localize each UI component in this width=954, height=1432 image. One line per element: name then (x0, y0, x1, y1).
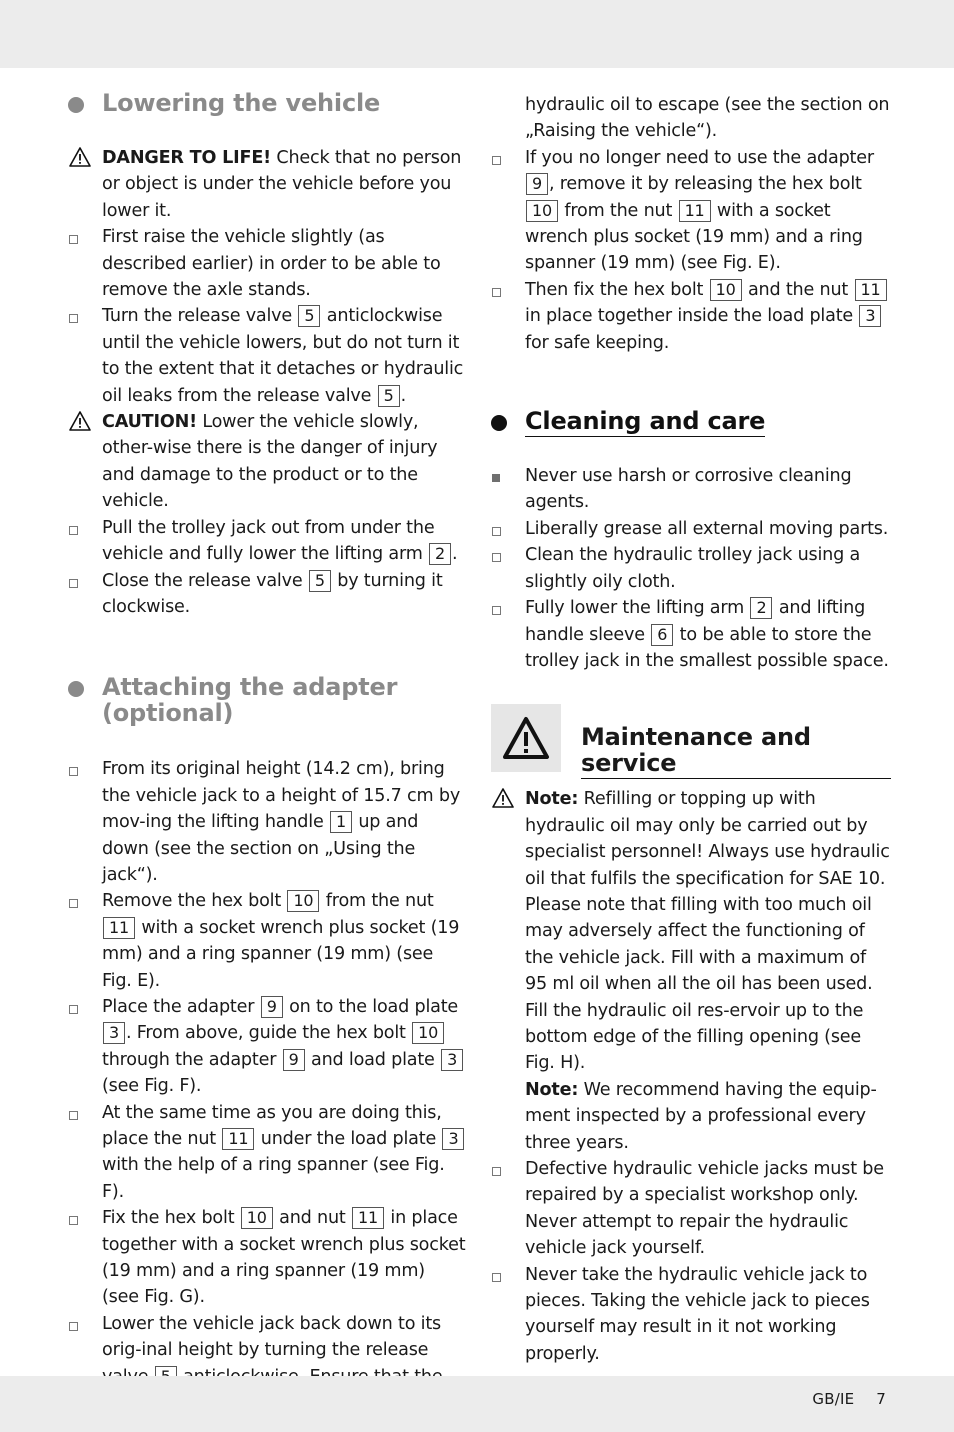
left-column (68, 88, 466, 1432)
bullet-dot-icon (491, 415, 507, 431)
part-number: 3 (441, 1049, 463, 1071)
part-number: 10 (241, 1207, 273, 1229)
header-band (0, 0, 954, 68)
checkbox-square-icon (491, 1262, 511, 1288)
part-number: 6 (651, 624, 673, 646)
part-number: 10 (526, 200, 558, 222)
part-number: 5 (378, 385, 400, 407)
list-item: If you no longer need to use the adapter 9 , remove it by releasing the hex bolt 10 from the nut 11 with a socket wrench plus socket (19 mm) and a ring spanner (19 mm) (see Fig. E). (491, 145, 891, 277)
note-text: Refilling or topping up with hydraulic oil may only be carried out by specialist personnel! Always use hydraulic oil that fulfils the specification for SAE 10. Please note that filling with too much oil may adversely affect the functioning of the vehicle jack. Fill with a maximum of 95 ml oil when all the oil has been used. Fill the hydraulic oil res-ervoir up to the bottom edge of the filling opening (see Fig. H). (525, 789, 890, 1074)
part-number: 10 (412, 1022, 444, 1044)
part-number: 11 (103, 917, 135, 939)
list-item: Never take the hydraulic vehicle jack to pieces. Taking the vehicle jack to pieces yourself may result in it not working properly. (491, 1262, 891, 1368)
checkbox-square-icon (68, 1100, 88, 1126)
checkbox-square-icon (491, 145, 511, 171)
checkbox-square-icon (68, 1205, 88, 1231)
part-number: 11 (679, 200, 711, 222)
heading-text: Maintenance and service (581, 724, 891, 779)
filled-square-icon (491, 463, 511, 489)
list-item: First raise the vehicle slightly (as described earlier) in order to be able to remove the axle stands. (68, 224, 466, 303)
section-heading-maintenance (491, 704, 891, 778)
part-number: 11 (855, 279, 887, 301)
list-item: Fix the hex bolt 10 and nut 11 in place together with a socket wrench plus socket (19 mm) and a ring spanner (19 mm) (see Fig. G). (68, 1205, 466, 1311)
danger-label: DANGER TO LIFE! (102, 148, 271, 168)
part-number: 9 (283, 1049, 305, 1071)
checkbox-square-icon (68, 568, 88, 594)
list-item-continuation: hydraulic oil to escape (see the section on „Raising the vehicle“). (525, 95, 890, 142)
note-text: We recommend having the equip-ment inspected by a professional every three years. (525, 1079, 877, 1153)
list-item: Clean the hydraulic trolley jack using a slightly oily cloth. (491, 542, 891, 595)
list-item: Liberally grease all external moving parts. (491, 516, 891, 542)
list-item: Place the adapter 9 on to the load plate 3 . From above, guide the hex bolt 10 through the adapter 9 and load plate 3 (see Fig. F). (68, 994, 466, 1100)
warning-triangle-icon (491, 787, 515, 809)
section-heading-lowering (68, 90, 466, 116)
checkbox-square-icon (491, 595, 511, 621)
checkbox-square-icon (68, 756, 88, 782)
list-item: Lower the vehicle jack back down to its orig-inal height by turning the release (68, 1311, 466, 1432)
checkbox-square-icon (491, 516, 511, 542)
checkbox-square-icon (68, 994, 88, 1020)
checkbox-square-icon (68, 303, 88, 329)
page-footer (812, 1390, 886, 1408)
part-number: 5 (298, 305, 320, 327)
part-number: 10 (710, 279, 742, 301)
heading-text: Cleaning and care (525, 407, 766, 436)
part-number: 11 (352, 1207, 384, 1229)
part-number: 11 (222, 1128, 254, 1150)
part-number: 3 (442, 1128, 464, 1150)
section-heading-adapter (68, 674, 466, 726)
list-item: Pull the trolley jack out from under the vehicle and fully lower the lifting arm 2 . (68, 515, 466, 568)
part-number: 10 (287, 890, 319, 912)
list-item: From its original height (14.2 cm), bring the vehicle jack to a height of 15.7 cm by mov-ing the lifting handle 1 up and down (see the section on „Using the jack“). (68, 756, 466, 888)
caution-text: Lower the vehicle slowly, other-wise there is the danger of injury and damage to the product or to the vehicle. (102, 412, 438, 512)
bullet-dot-icon (68, 681, 84, 697)
bullet-dot-icon (68, 97, 84, 113)
warning-triangle-icon (68, 146, 92, 168)
list-item: Fully lower the lifting arm 2 and lifting handle sleeve 6 to be able to store the trolley jack in the smallest possible space. (491, 595, 891, 674)
part-number: 1 (330, 811, 352, 833)
checkbox-square-icon (68, 1311, 88, 1337)
heading-text: Lowering the vehicle (102, 89, 381, 117)
warning-triangle-icon (491, 704, 561, 772)
checkbox-square-icon (491, 277, 511, 303)
note-label: Note: (525, 1079, 579, 1100)
list-item: Turn the release valve 5 anticlockwise until the vehicle lowers, but do not turn it to the extent that it detaches or hydraulic oil leaks from the release valve 5 . (68, 303, 466, 409)
part-number: 9 (526, 173, 548, 195)
list-item: Close the release valve 5 by turning it clockwise. (68, 568, 466, 621)
page-number: 7 (876, 1390, 886, 1408)
checkbox-square-icon (68, 515, 88, 541)
warning-triangle-icon (68, 410, 92, 432)
footer-region: GB/IE (812, 1390, 855, 1408)
list-item: Never use harsh or corrosive cleaning agents. (491, 463, 891, 516)
note-label: Note: (525, 789, 579, 810)
right-column (491, 92, 891, 1367)
footer-band (0, 1376, 954, 1432)
list-item: Defective hydraulic vehicle jacks must be repaired by a specialist workshop only. Never attempt to repair the hydraulic vehicle jack yourself. (491, 1156, 891, 1262)
checkbox-square-icon (68, 224, 88, 250)
section-heading-cleaning (491, 408, 891, 437)
caution-warning (68, 409, 466, 515)
part-number: 3 (103, 1022, 125, 1044)
list-item: At the same time as you are doing this, place the nut 11 under the load plate 3 with the help of a ring spanner (see Fig. F). (68, 1100, 466, 1206)
danger-warning (68, 145, 466, 224)
list-item: Then fix the hex bolt 10 and the nut 11 in place together inside the load plate 3 for safe keeping. (491, 277, 891, 356)
list-item: Remove the hex bolt 10 from the nut 11 with a socket wrench plus socket (19 mm) and a ring spanner (19 mm) (see Fig. E). (68, 888, 466, 994)
part-number: 5 (309, 570, 331, 592)
part-number: 3 (859, 305, 881, 327)
danger-text: Check that no person or object is under the vehicle before you lower it. (102, 148, 462, 221)
part-number: 9 (261, 996, 283, 1018)
part-number: 2 (750, 597, 772, 619)
heading-text-sub: (optional) (102, 699, 234, 728)
heading-text: Attaching the adapter (102, 673, 398, 702)
checkbox-square-icon (491, 1156, 511, 1182)
note-warning (491, 786, 891, 1156)
part-number: 2 (429, 543, 451, 565)
caution-label: CAUTION! (102, 412, 197, 433)
checkbox-square-icon (68, 888, 88, 914)
checkbox-square-icon (491, 542, 511, 568)
